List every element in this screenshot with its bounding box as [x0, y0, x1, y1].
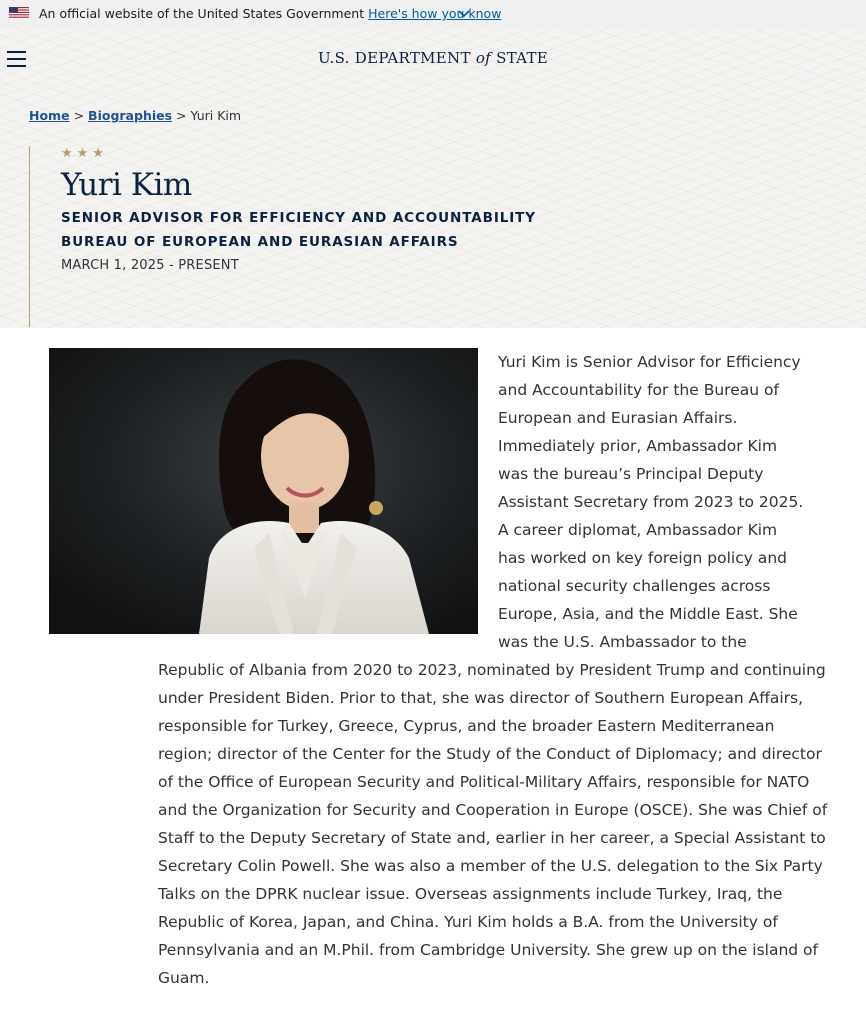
bio-text-line: region; director of the Center for the Study of the Conduct of Diplomacy; and director — [158, 745, 822, 763]
tenure-dates: MARCH 1, 2025 - PRESENT — [61, 258, 239, 273]
bio-text-line: Republic of Korea, Japan, and China. Yuri Kim holds a B.A. from the University of — [158, 913, 778, 931]
breadcrumb — [29, 108, 241, 123]
position-title: SENIOR ADVISOR FOR EFFICIENCY AND ACCOUNTABILITY — [61, 210, 536, 226]
us-flag-icon — [9, 7, 29, 19]
heres-how-you-know-link[interactable]: Here's how you know — [368, 6, 502, 21]
bio-text-line: of the Office of European Security and Political-Military Affairs, responsible for NATO — [158, 773, 810, 791]
bio-text-line: responsible for Turkey, Greece, Cyprus, and the broader Eastern Mediterranean — [158, 717, 775, 735]
breadcrumb-separator: > — [176, 108, 187, 123]
bio-text-line: Talks on the DPRK nuclear issue. Overseas assignments include Turkey, Iraq, the — [158, 885, 783, 903]
stars-icon: ★★★ — [61, 146, 108, 161]
gov-banner-statement: An official website of the United States Government — [39, 6, 365, 21]
gov-banner-text — [39, 6, 501, 21]
bio-text-line: national security challenges across — [498, 577, 771, 595]
bio-text-line: and Accountability for the Bureau of — [498, 381, 779, 399]
bio-text-line: Yuri Kim is Senior Advisor for Efficiency — [498, 353, 801, 371]
bio-text-line: Secretary Colin Powell. She was also a member of the U.S. delegation to the Six Party — [158, 857, 823, 875]
page-title: Yuri Kim — [61, 167, 192, 203]
bio-text-line: Assistant Secretary from 2023 to 2025. — [498, 493, 804, 511]
bio-text-line: and the Organization for Security and Cooperation in Europe (OSCE). She was Chief of — [158, 801, 828, 819]
bio-text-right-column — [498, 348, 804, 656]
bio-header — [29, 146, 621, 327]
bio-text-line: under President Biden. Prior to that, she was director of Southern European Affairs, — [158, 689, 804, 707]
logo-part2: STATE — [496, 49, 549, 67]
site-logo[interactable] — [0, 49, 866, 67]
bio-text-line: A career diplomat, Ambassador Kim — [498, 521, 778, 539]
hero-section — [0, 29, 866, 328]
bio-text-line: European and Eurasian Affairs. — [498, 409, 738, 427]
breadcrumb-current: Yuri Kim — [190, 108, 242, 123]
bureau-title: BUREAU OF EUROPEAN AND EURASIAN AFFAIRS — [61, 234, 459, 250]
breadcrumb-separator: > — [73, 108, 85, 123]
gov-banner — [0, 0, 866, 29]
bio-text-line: Staff to the Deputy Secretary of State and, earlier in her career, a Special Assistant to — [158, 829, 826, 847]
bio-text-wide-column — [158, 656, 828, 992]
bio-text-line: Europe, Asia, and the Middle East. She — [498, 605, 798, 623]
logo-of: of — [475, 49, 492, 67]
chevron-down-icon[interactable] — [457, 8, 471, 20]
breadcrumb-biographies[interactable]: Biographies — [88, 108, 173, 123]
bio-text-line: Guam. — [158, 969, 210, 987]
bio-text-line: was the bureau’s Principal Deputy — [498, 465, 764, 483]
bio-text-line: has worked on key foreign policy and — [498, 549, 787, 567]
logo-part1: U.S. DEPARTMENT — [317, 49, 471, 67]
bio-text-line: Immediately prior, Ambassador Kim — [498, 437, 778, 455]
portrait-illustration — [49, 348, 478, 634]
bio-text-line: Republic of Albania from 2020 to 2023, nominated by President Trump and continuing — [158, 661, 826, 679]
portrait-photo — [49, 348, 478, 634]
bio-text-line: was the U.S. Ambassador to the — [498, 633, 747, 651]
bio-text-line: Pennsylvania and an M.Phil. from Cambridge University. She grew up on the island of — [158, 941, 818, 959]
breadcrumb-home[interactable]: Home — [29, 108, 70, 123]
